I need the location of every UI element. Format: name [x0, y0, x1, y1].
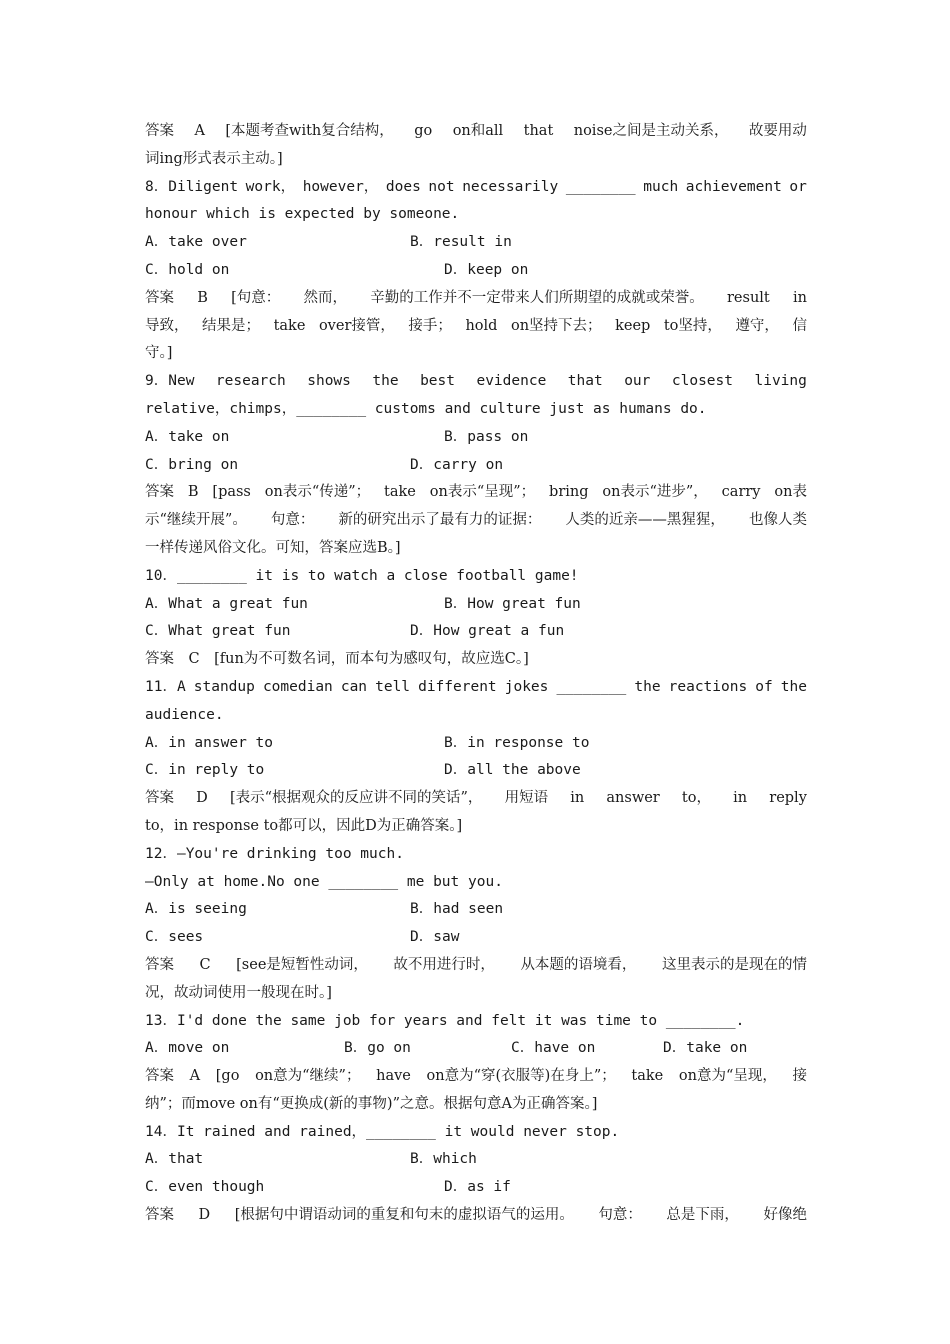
option-c[interactable]: C．in reply to — [145, 762, 265, 779]
question-12-options-ab — [145, 896, 807, 924]
document-page — [145, 118, 807, 1230]
option-d[interactable]: D．keep on — [444, 261, 529, 278]
question-10-options-ab — [145, 591, 807, 619]
answer-10-line-1: 答案 C [fun为不可数名词，而本句为感叹句，故应选C。] — [145, 651, 529, 668]
option-d[interactable]: D．How great a fun — [410, 623, 565, 640]
question-9-line-1: 9．New research shows the best evidence that our closest living — [145, 373, 807, 390]
option-a[interactable]: A．take on — [145, 428, 230, 445]
option-b[interactable]: B．pass on — [444, 428, 529, 445]
question-11-line-2: audience. — [145, 706, 224, 723]
answer-12-line-1: 答案 C [see是短暂性动词， 故不用进行时， 从本题的语境看， 这里表示的是现在的情 — [145, 956, 807, 973]
option-b[interactable]: B．which — [410, 1151, 477, 1168]
answer-7-line-1: 答案 A [本题考查with复合结构， go on和all that noise之间是主动关系， 故要用动 — [145, 123, 807, 139]
question-12-line-2: —Only at home.No one ________ me but you. — [145, 873, 503, 890]
answer-13-line-1: 答案 A [go on意为“继续”； have on意为“穿(衣服等)在身上”； take on意为“呈现， 接 — [145, 1068, 807, 1085]
option-c[interactable]: C．hold on — [145, 261, 230, 278]
answer-12-line-2: 况，故动词使用一般现在时。] — [145, 984, 332, 1001]
option-b[interactable]: B．How great fun — [444, 595, 581, 612]
question-8-line-1: 8．Diligent work， however， does not necessarily ________ much achievement or — [145, 178, 807, 195]
option-d[interactable]: D．as if — [444, 1179, 511, 1196]
answer-7-line-2: 词ing形式表示主动。] — [145, 150, 283, 167]
option-d[interactable]: D．all the above — [444, 762, 581, 779]
option-a[interactable]: A．in answer to — [145, 734, 273, 751]
question-10-line-1: 10．________ it is to watch a close football game! — [145, 567, 579, 584]
answer-9-line-1: 答案 B [pass on表示“传递”； take on表示“呈现”； bring on表示“进步”， carry on表 — [145, 484, 807, 501]
question-12-line-1: 12．—You're drinking too much. — [145, 845, 404, 862]
question-9-line-2: relative，chimps，________ customs and culture just as humans do. — [145, 400, 707, 417]
option-b[interactable]: B．result in — [410, 234, 512, 251]
question-9-options-ab — [145, 424, 807, 452]
question-11-line-1: 11．A standup comedian can tell different jokes ________ the reactions of the — [145, 678, 807, 695]
question-10-options-cd — [145, 618, 807, 646]
option-c[interactable]: C．What great fun — [145, 623, 291, 640]
option-a[interactable]: A．What a great fun — [145, 595, 308, 612]
answer-11-line-1: 答案 D [表示“根据观众的反应讲不同的笑话”， 用短语 in answer to， in reply — [145, 790, 807, 807]
option-a[interactable]: A．take over — [145, 234, 247, 251]
question-14-options-cd — [145, 1174, 807, 1202]
answer-8-line-1: 答案 B [句意： 然而， 辛勤的工作并不一定带来人们所期望的成就或荣誉。 result in — [145, 289, 807, 306]
option-c[interactable]: C．sees — [145, 929, 204, 946]
question-11-options-cd — [145, 757, 807, 785]
option-d[interactable]: D．take on — [663, 1040, 748, 1057]
question-8-options-ab — [145, 229, 807, 257]
option-a[interactable]: A．that — [145, 1151, 204, 1168]
answer-14-line-1: 答案 D [根据句中谓语动词的重复和句末的虚拟语气的运用。 句意： 总是下雨， 好像绝 — [145, 1207, 807, 1224]
option-d[interactable]: D．saw — [410, 929, 460, 946]
question-14-options-ab — [145, 1146, 807, 1174]
answer-8-line-2: 导致， 结果是； take over接管， 接手； hold on坚持下去； keep to坚持， 遵守， 信 — [145, 317, 807, 334]
option-a[interactable]: A．is seeing — [145, 901, 247, 918]
answer-8-line-3: 守。] — [145, 345, 173, 362]
answer-9-line-3: 一样传递风俗文化。可知，答案应选B。] — [145, 539, 401, 556]
option-d[interactable]: D．carry on — [410, 456, 504, 473]
question-8-line-2: honour which is expected by someone. — [145, 206, 460, 223]
question-11-options-ab — [145, 730, 807, 758]
answer-11-line-2: to，in response to都可以，因此D为正确答案。] — [145, 817, 463, 834]
option-c[interactable]: C．bring on — [145, 456, 239, 473]
answer-9-line-2: 示“继续开展”。 句意： 新的研究出示了最有力的证据： 人类的近亲——黑猩猩， 也像人类 — [145, 512, 807, 529]
question-8-options-cd — [145, 257, 807, 285]
option-c[interactable]: C．even though — [145, 1179, 265, 1196]
option-c[interactable]: C．have on — [511, 1040, 596, 1057]
option-b[interactable]: B．go on — [344, 1040, 411, 1057]
option-b[interactable]: B．in response to — [444, 734, 590, 751]
question-13-line-1: 13．I'd done the same job for years and felt it was time to ________. — [145, 1012, 745, 1029]
option-b[interactable]: B．had seen — [410, 901, 504, 918]
question-12-options-cd — [145, 924, 807, 952]
option-a[interactable]: A．move on — [145, 1040, 230, 1057]
answer-13-line-2: 纳”；而move on有“更换成(新的事物)”之意。根据句意A为正确答案。] — [145, 1095, 598, 1112]
question-9-options-cd — [145, 452, 807, 480]
question-13-options — [145, 1035, 807, 1063]
question-14-line-1: 14．It rained and rained，________ it would never stop. — [145, 1123, 620, 1140]
